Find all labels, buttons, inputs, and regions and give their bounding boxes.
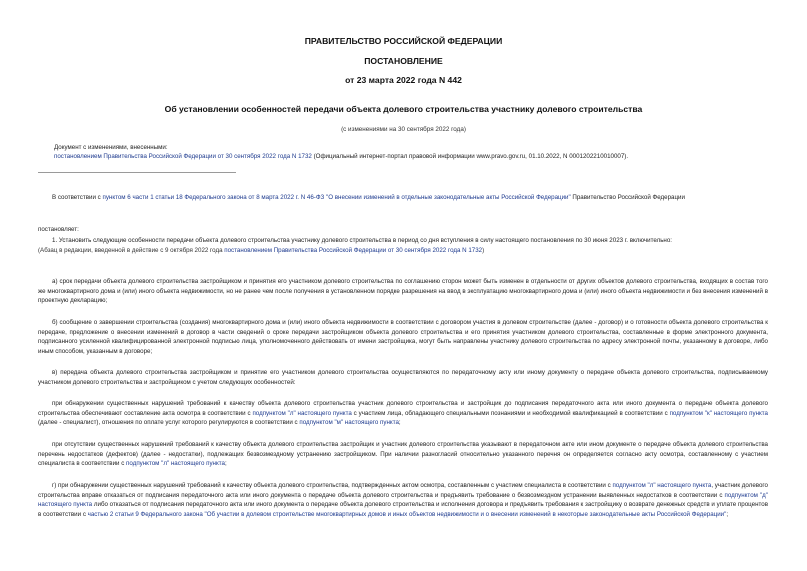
date-number-heading: от 23 марта 2022 года N 442 bbox=[345, 75, 462, 85]
page-title: Об установлении особенностей передачи объекта долевого строительства участнику долевого строительства bbox=[164, 104, 643, 114]
item-1-note-text: (Абзац в редакции, введенной в действие с 9 октября 2022 года bbox=[38, 246, 225, 254]
preamble-text-end: Правительство Российской Федерации bbox=[570, 194, 685, 201]
decree-word: постановляет: bbox=[38, 226, 79, 233]
g-link-d[interactable]: подпунктом "д" настоящего пункта bbox=[38, 491, 768, 509]
subitem-a-paragraph: а) срок передачи объекта долевого строительства застройщиком и принятия его участником долевого строительства по соглашению сторон может быть изменен в отдельности от других объектов долевого строительства, входящих в состав того же многоквартирного дома и (или) иного объекта недвижимости, но не ранее чем после получения в установленном порядке разрешения на ввод в эксплуатацию многоквартирного дома и (или) иного объекта недвижимости и без внесения изменений в проектную декларацию; bbox=[38, 278, 768, 305]
subitem-g-paragraph bbox=[38, 481, 768, 519]
v1-text-1: при обнаружении существенных нарушений требований к качеству объекта долевого строительства участник долевого строительства и застройщик до подписания передаточного акта или иного документа о передаче объекта долевого строительства обеспечивают составление акта осмотра в соответствии с bbox=[38, 400, 768, 417]
changes-line bbox=[54, 152, 754, 161]
v1-text-2: с участием лица, обладающего специальными познаниями и необходимой квалификацией в соответствии с bbox=[351, 409, 670, 417]
subitem-b-paragraph: б) сообщение о завершении строительства (создания) многоквартирного дома и (или) иного объекта недвижимости в соответствии с договором участия в долевом строительстве (далее - договор) и о готовности объекта долевого строительства к передаче, предложение о внесении изменений в договор в части сведений о сроке передачи застройщиком объекта долевого строительства и его принятия участником долевого строительства, составленные в форме электронного документа, подписанного усиленной квалифицированной электронной подписью лица, уполномоченного действовать от имени застройщика, могут быть направлены участнику долевого строительства по адресу электронной почты, указанному в договоре, либо иным способом, указанным в договоре; bbox=[38, 319, 768, 355]
changes-block bbox=[54, 143, 754, 161]
item-1-paragraph bbox=[38, 236, 768, 255]
v1-link-l[interactable]: подпунктом "л" настоящего пункта bbox=[252, 409, 352, 417]
changes-link[interactable]: постановлением Правительства Российской Федерации от 30 сентября 2022 года N 1732 bbox=[54, 153, 312, 161]
g-law-link[interactable]: частью 2 статьи 9 Федерального закона "Об участии в долевом строительстве многоквартирных домов и иных объектов недвижимости и о внесении изменений в некоторые законодательные акты Российской Федерации" bbox=[87, 510, 727, 518]
preamble-paragraph bbox=[38, 193, 768, 203]
item-1-text: 1. Установить следующие особенности передачи объекта долевого строительства участнику долевого строительства в период со дня вступления в силу настоящего постановления по 30 июня 2023 г. включительно: bbox=[52, 237, 672, 244]
item-1-note-end: ) bbox=[482, 246, 485, 254]
preamble-law-link[interactable]: пунктом 6 части 1 статьи 18 Федерального закона от 8 марта 2022 г. N 46-ФЗ "О внесении изменений в отдельные законодательные акты Российской Федерации" bbox=[102, 194, 571, 201]
preamble-text: В соответствии с bbox=[52, 194, 103, 201]
item-1-note-link[interactable]: постановлением Правительства Российской Федерации от 30 сентября 2022 года N 1732 bbox=[224, 246, 483, 254]
v2-link-l[interactable]: подпунктом "л" настоящего пункта bbox=[126, 460, 225, 468]
g-text-2: , участник долевого строительства вправе отказаться от подписания передаточного акта или иного документа о передаче объекта долевого строительства и предъявить требование о безвозмездном устранении выявленных недостатков в соответствии с bbox=[38, 482, 768, 499]
g-text-4: ; bbox=[726, 510, 729, 518]
v1-link-k[interactable]: подпунктом "к" настоящего пункта bbox=[669, 409, 768, 417]
v1-text-4: ; bbox=[398, 419, 401, 427]
changes-divider bbox=[38, 172, 236, 173]
doc-type-heading: ПОСТАНОВЛЕНИЕ bbox=[364, 56, 443, 66]
government-heading: ПРАВИТЕЛЬСТВО РОССИЙСКОЙ ФЕДЕРАЦИИ bbox=[304, 36, 503, 46]
revision-note: (с изменениями на 30 сентября 2022 года) bbox=[341, 126, 466, 133]
v1-text-3: (далее - специалист), отношения по оплате услуг которого регулируются в соответствии с bbox=[38, 419, 300, 427]
g-text-1: г) при обнаружении существенных нарушений требований к качеству объекта долевого строительства, подтвержденных актом осмотра, составленным с участием специалиста в соответствии с bbox=[52, 482, 613, 489]
g-link-l[interactable]: подпунктом "л" настоящего пункта bbox=[612, 482, 712, 489]
subitem-v-paragraph: в) передача объекта долевого строительства застройщиком и принятие его участником долевого строительства осуществляются по передаточному акту или иному документу о передаче объекта долевого строительства, подписываемому участником долевого строительства и застройщиком с учетом следующих особенностей: bbox=[38, 369, 768, 386]
changes-source: (Официальный интернет-портал правовой информации www.pravo.gov.ru, 01.10.2022, N 0001202210010007). bbox=[311, 153, 629, 161]
item-1-note bbox=[38, 247, 484, 254]
subitem-v-case-1 bbox=[38, 399, 768, 428]
changes-label: Документ с изменениями, внесенными: bbox=[54, 144, 168, 151]
subitem-v-case-2 bbox=[38, 440, 768, 469]
g-text-3: либо отказаться от подписания передаточного акта или иного документа о передаче объекта долевого строительства и исполнения договора и предъявить требования к застройщику о возврате денежных средств и уплате процентов в соответствии с bbox=[38, 501, 768, 518]
v2-text-1: при отсутствии существенных нарушений требований к качеству объекта долевого строительства застройщик и участник долевого строительства указывают в передаточном акте или ином документе о передаче объекта долевого строительства перечень недостатков (дефектов) (далее - недостатки), подлежащих безвозмездному устранению застройщиком. При наличии разногласий относительно указанного перечня он определяется согласно акту осмотра, составленному с участием специалиста в соответствии с bbox=[38, 441, 768, 468]
v2-text-2: ; bbox=[224, 460, 227, 468]
v1-link-m[interactable]: подпунктом "м" настоящего пункта bbox=[299, 419, 399, 427]
